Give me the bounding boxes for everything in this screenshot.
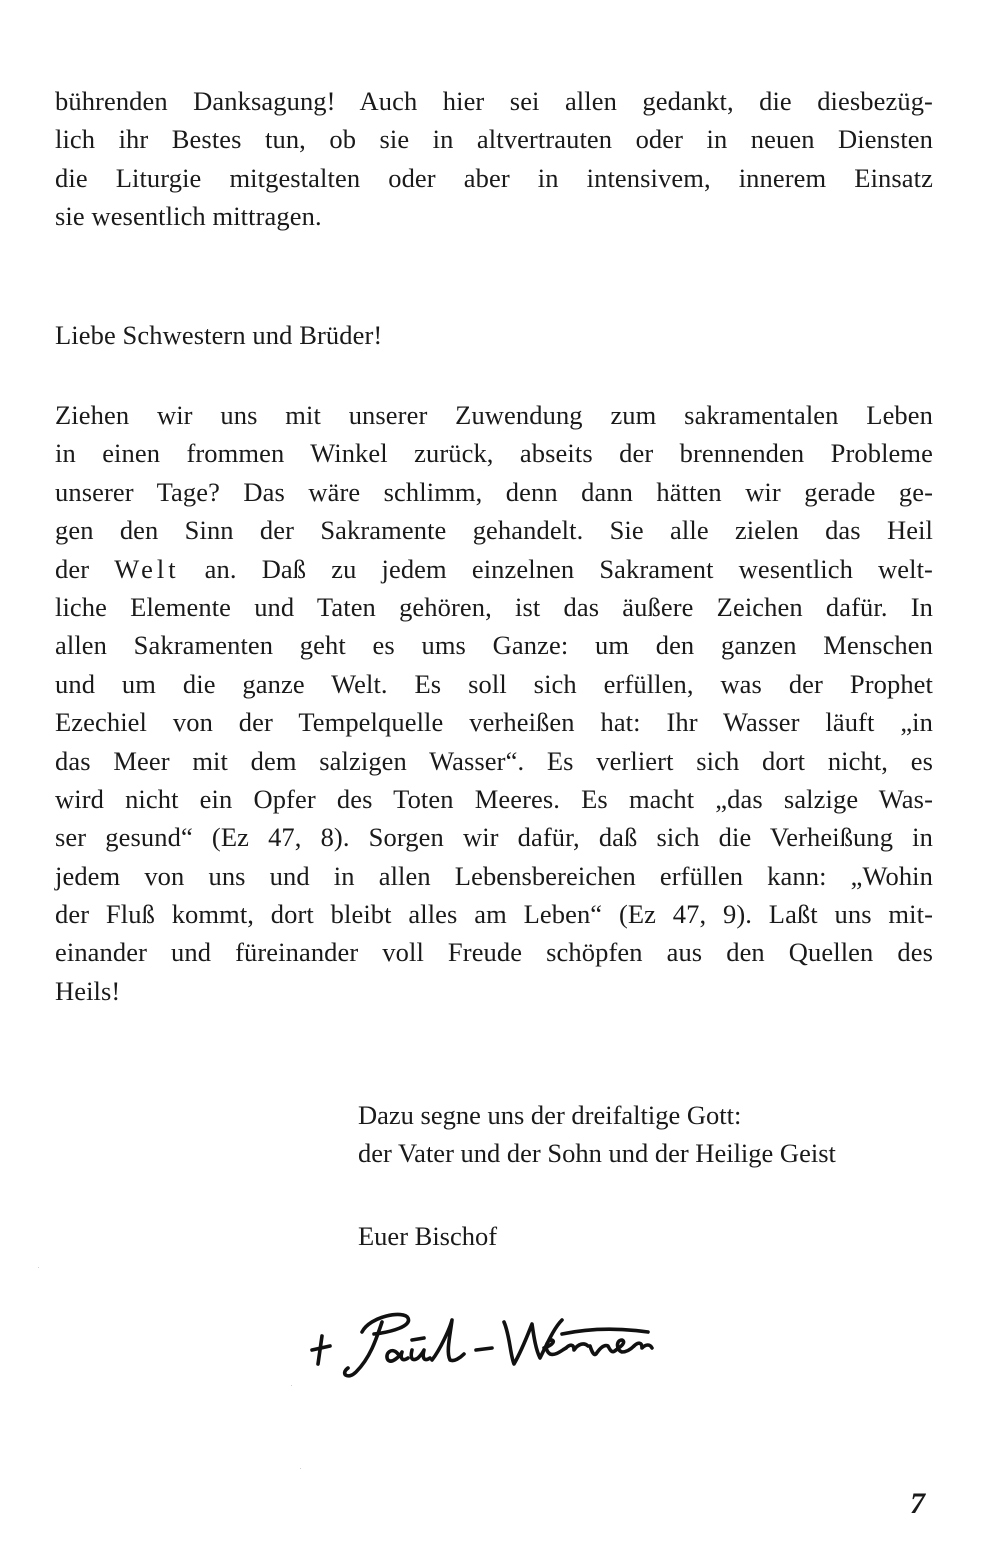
handwritten-signature	[300, 1288, 660, 1398]
signoff: Euer Bischof	[358, 1221, 498, 1251]
text-line: allen Sakramenten geht es ums Ganze: um den ganzen Menschen	[55, 630, 933, 661]
text-line: bührenden Danksagung! Auch hier sei allen gedankt, die diesbezüg-	[55, 86, 933, 116]
paragraph-sacraments	[55, 396, 933, 1010]
text-line: Heils!	[55, 975, 121, 1006]
paper-speck	[291, 1385, 292, 1386]
text-line: Ezechiel von der Tempelquelle verheißen hat: Ihr Wasser läuft „in	[55, 707, 933, 738]
blessing	[358, 1096, 836, 1173]
text-line: der Fluß kommt, dort bleibt alles am Leben“ (Ez 47, 9). Laßt uns mit-	[55, 899, 933, 930]
text-line: lich ihr Bestes tun, ob sie in altvertrauten oder in neuen Diensten	[55, 124, 933, 155]
text-fragment: an. Daß zu jedem einzelnen Sakrament wesentlich welt-	[179, 553, 933, 584]
blessing-line: Dazu segne uns der dreifaltige Gott:	[358, 1100, 742, 1130]
page-number: 7	[910, 1487, 925, 1520]
text-line: liche Elemente und Taten gehören, ist das äußere Zeichen dafür. In	[55, 591, 933, 622]
signature-strokes	[312, 1314, 652, 1375]
text-line: in einen frommen Winkel zurück, abseits der brennenden Probleme	[55, 438, 933, 469]
text-line: sie wesentlich mittragen.	[55, 201, 322, 232]
text-line: gen den Sinn der Sakramente gehandelt. Sie alle zielen das Heil	[55, 515, 933, 546]
text-line: einander und füreinander voll Freude schöpfen aus den Quellen des	[55, 937, 933, 968]
text-line: Ziehen wir uns mit unserer Zuwendung zum sakramentalen Leben	[55, 400, 933, 430]
text-fragment: der	[55, 553, 115, 584]
text-line: die Liturgie mitgestalten oder aber in intensivem, innerem Einsatz	[55, 162, 933, 193]
text-line: und um die ganze Welt. Es soll sich erfüllen, was der Prophet	[55, 668, 933, 699]
salutation	[55, 316, 933, 354]
paragraph-thanks	[55, 82, 933, 236]
text-line-emphasis	[55, 550, 933, 588]
salutation-text: Liebe Schwestern und Brüder!	[55, 320, 383, 350]
text-line: ser gesund“ (Ez 47, 8). Sorgen wir dafür, daß sich die Verheißung in	[55, 822, 933, 853]
paper-speck	[38, 1267, 39, 1268]
text-line: wird nicht ein Opfer des Toten Meeres. Es macht „das salzige Was-	[55, 783, 933, 814]
paper-speck	[300, 1468, 301, 1469]
text-line: unserer Tage? Das wäre schlimm, denn dann hätten wir gerade ge-	[55, 476, 933, 507]
text-line: das Meer mit dem salzigen Wasser“. Es verliert sich dort nicht, es	[55, 745, 933, 776]
emphasized-word: Welt	[114, 553, 180, 584]
blessing-line: der Vater und der Sohn und der Heilige Geist	[358, 1138, 836, 1169]
text-line: jedem von uns und in allen Lebensbereichen erfüllen kann: „Wohin	[55, 860, 933, 891]
